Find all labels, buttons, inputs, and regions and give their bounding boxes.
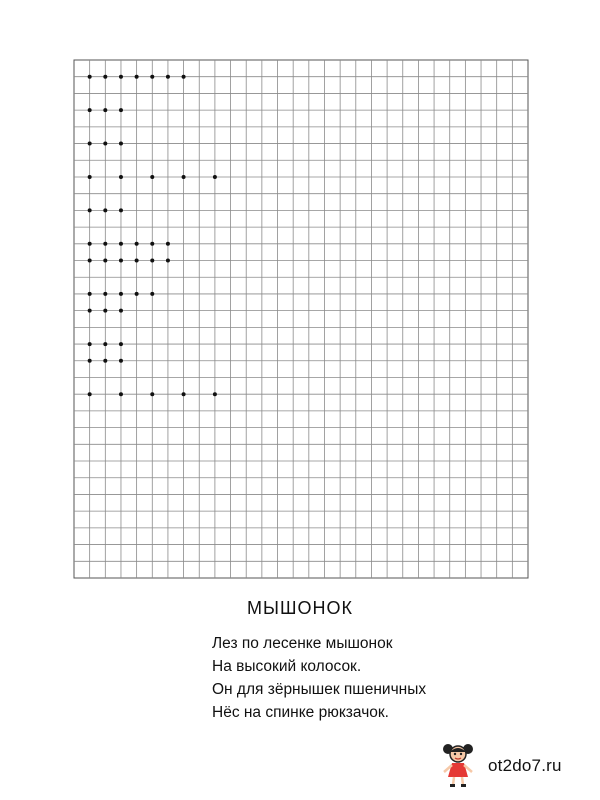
trace-dot: [119, 208, 123, 212]
trace-dot: [150, 292, 154, 296]
poem-line-1: Лез по лесенке мышонок: [212, 635, 393, 652]
trace-dot: [135, 75, 139, 79]
trace-dot: [103, 242, 107, 246]
trace-dot: [103, 108, 107, 112]
poem-line-3: Он для зёрнышек пшеничных: [212, 681, 427, 698]
trace-dot: [88, 242, 92, 246]
trace-dot: [119, 309, 123, 313]
trace-dot: [166, 75, 170, 79]
trace-dot: [182, 392, 186, 396]
trace-dot: [119, 259, 123, 263]
trace-dot: [88, 142, 92, 146]
trace-dot: [103, 75, 107, 79]
trace-dot: [150, 392, 154, 396]
trace-dot: [88, 259, 92, 263]
trace-dot: [119, 142, 123, 146]
trace-dot: [135, 242, 139, 246]
poem-title: МЫШОНОК: [247, 598, 353, 618]
poem-line-4: Нёс на спинке рюкзачок.: [212, 704, 389, 721]
trace-dot: [119, 75, 123, 79]
trace-dot: [119, 359, 123, 363]
trace-dot: [88, 392, 92, 396]
trace-dot: [88, 75, 92, 79]
trace-dot: [150, 175, 154, 179]
trace-dot: [119, 108, 123, 112]
trace-dot: [213, 175, 217, 179]
trace-dot: [182, 175, 186, 179]
trace-dot: [135, 292, 139, 296]
grid-border: [74, 60, 528, 578]
trace-dot: [119, 175, 123, 179]
trace-dot: [150, 75, 154, 79]
trace-dot: [119, 342, 123, 346]
trace-dot: [103, 208, 107, 212]
site-url: ot2do7.ru: [488, 756, 562, 775]
trace-dot: [213, 392, 217, 396]
trace-dot: [88, 208, 92, 212]
trace-dot: [150, 242, 154, 246]
poem-text: [212, 632, 426, 724]
trace-dot: [88, 359, 92, 363]
trace-dot: [103, 342, 107, 346]
trace-dot: [150, 259, 154, 263]
trace-dot: [88, 292, 92, 296]
trace-dot: [88, 175, 92, 179]
site-footer: [440, 740, 590, 790]
trace-dot: [103, 309, 107, 313]
trace-dot: [88, 342, 92, 346]
trace-dot: [135, 259, 139, 263]
poem-line-2: На высокий колосок.: [212, 658, 362, 675]
trace-dot: [166, 259, 170, 263]
trace-dot: [103, 259, 107, 263]
trace-dot: [88, 309, 92, 313]
trace-dot: [119, 242, 123, 246]
trace-dot: [166, 242, 170, 246]
trace-dot: [119, 392, 123, 396]
trace-dot: [103, 359, 107, 363]
trace-dot: [119, 292, 123, 296]
trace-dot: [103, 142, 107, 146]
girl-doll-icon: [440, 742, 476, 788]
trace-dot: [103, 292, 107, 296]
trace-dot: [88, 108, 92, 112]
trace-dot: [182, 75, 186, 79]
